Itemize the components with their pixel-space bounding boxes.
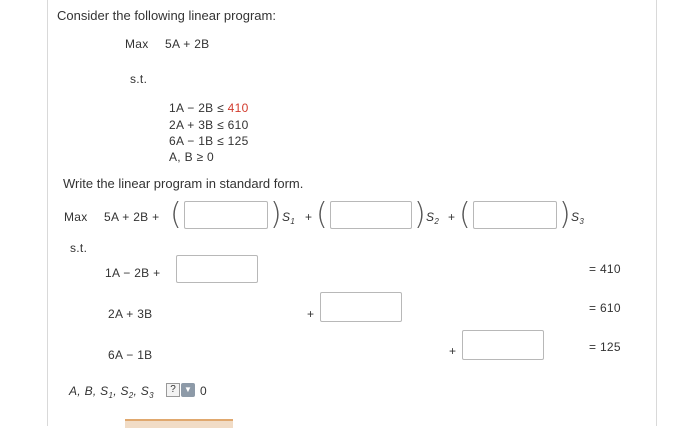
- plus-2: +: [448, 210, 456, 224]
- slack-var-3-letter: S: [571, 210, 580, 224]
- nonneg-text-b: , S: [113, 384, 129, 398]
- slack-3-coef-input[interactable]: [473, 201, 557, 229]
- help-icon[interactable]: ?: [166, 383, 180, 397]
- slack-1-coef-input[interactable]: [184, 201, 268, 229]
- sf-row-3-plus: +: [449, 344, 457, 358]
- constraint-1-rhs: 410: [227, 101, 249, 115]
- constraint-1-lhs: 1A − 2B ≤: [169, 101, 224, 115]
- slack-var-1: [282, 210, 295, 226]
- constraint-2: [169, 118, 249, 132]
- row-1-slack-input[interactable]: [176, 255, 258, 283]
- slack-2-coef-input[interactable]: [330, 201, 412, 229]
- instruction-text: Write the linear program in standard form.: [63, 176, 304, 191]
- objective-expression: 5A + 2B: [165, 37, 210, 51]
- sf-row-3-rhs: = 125: [589, 340, 621, 354]
- slack-var-2-sub: 2: [434, 217, 440, 226]
- slack-var-1-letter: S: [282, 210, 291, 224]
- sf-row-2-plus: +: [307, 307, 315, 321]
- nonnegativity-constraint: A, B ≥ 0: [169, 150, 215, 164]
- constraint-3-rhs: 125: [227, 134, 249, 148]
- question-intro: Consider the following linear program:: [57, 8, 276, 23]
- constraint-1: [169, 101, 249, 115]
- slack-var-3: [571, 210, 584, 226]
- sf-objective-prefix: 5A + 2B +: [104, 210, 160, 224]
- constraint-3-lhs: 6A − 1B ≤: [169, 134, 224, 148]
- paren-open-3: (: [459, 197, 471, 232]
- nonneg-sub-3: 3: [149, 391, 154, 400]
- sf-st-label: s.t.: [70, 241, 88, 255]
- sf-nonneg-vars: [69, 384, 154, 400]
- slack-var-1-sub: 1: [290, 217, 296, 226]
- sf-max-label: Max: [64, 210, 88, 224]
- sf-row-1-rhs: = 410: [589, 262, 621, 276]
- paren-open-1: (: [170, 197, 182, 232]
- nonneg-text-a: A, B, S: [69, 384, 109, 398]
- slack-var-3-sub: 3: [579, 217, 585, 226]
- nonneg-sub-2: 2: [128, 391, 134, 400]
- nonneg-sub-1: 1: [108, 391, 114, 400]
- sf-row-3-lhs: 6A − 1B: [108, 348, 153, 362]
- paren-close-3: ): [559, 197, 571, 232]
- submit-button-partial[interactable]: [125, 419, 233, 428]
- nonneg-value: 0: [200, 384, 207, 398]
- slack-var-2: [426, 210, 439, 226]
- constraint-2-rhs: 610: [227, 118, 249, 132]
- constraint-3: [169, 134, 249, 148]
- sf-row-2-lhs: 2A + 3B: [108, 307, 153, 321]
- st-label: s.t.: [130, 72, 148, 86]
- paren-open-2: (: [316, 197, 328, 232]
- paren-close-1: ): [270, 197, 282, 232]
- objective-label: Max: [125, 37, 149, 51]
- sf-row-1-lhs: 1A − 2B +: [105, 266, 161, 280]
- nonneg-text-c: , S: [133, 384, 150, 398]
- row-3-slack-input[interactable]: [462, 330, 544, 360]
- paren-close-2: ): [414, 197, 426, 232]
- plus-1: +: [305, 210, 313, 224]
- slack-var-2-letter: S: [426, 210, 435, 224]
- inequality-dropdown-icon[interactable]: ▼: [181, 383, 195, 397]
- constraint-2-lhs: 2A + 3B ≤: [169, 118, 224, 132]
- row-2-slack-input[interactable]: [320, 292, 402, 322]
- sf-row-2-rhs: = 610: [589, 301, 621, 315]
